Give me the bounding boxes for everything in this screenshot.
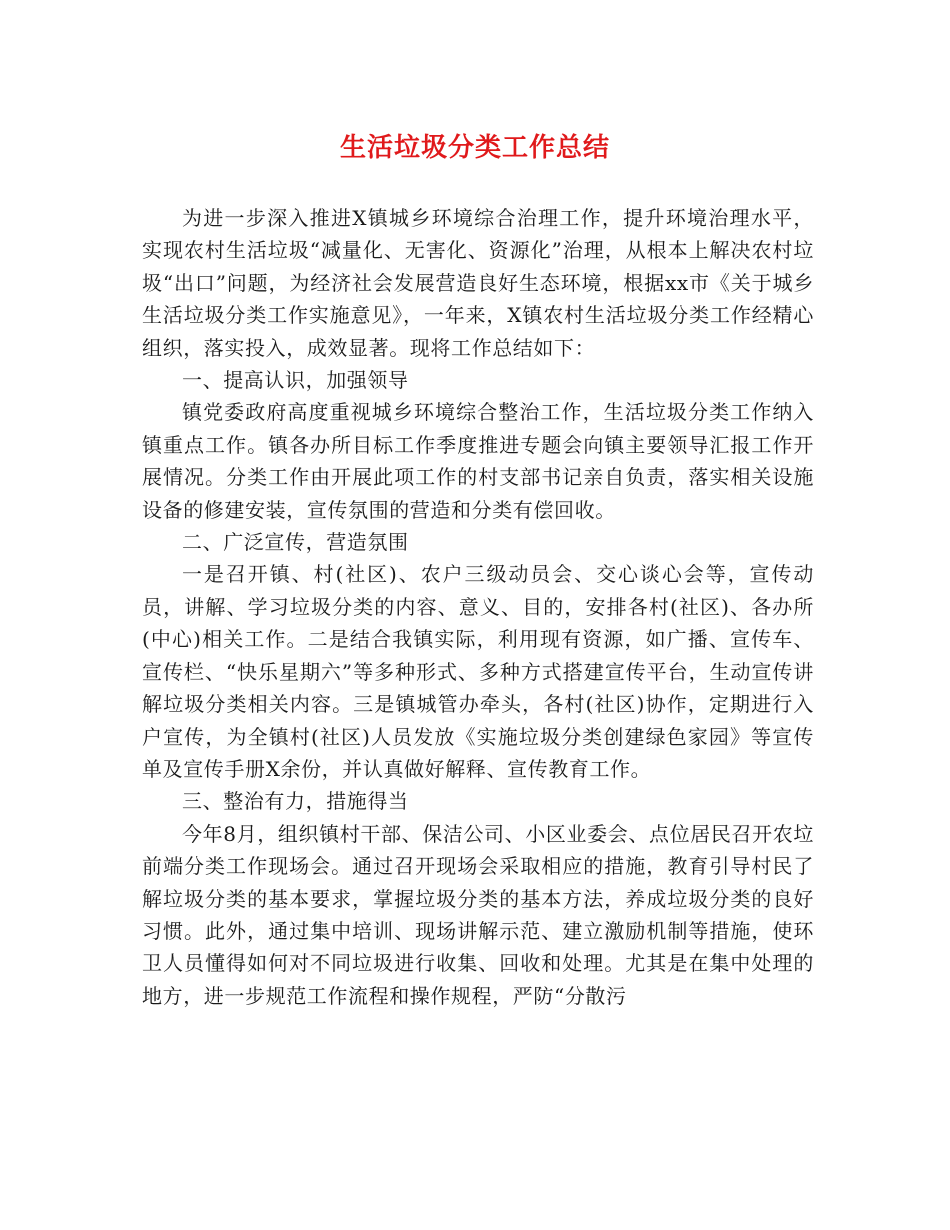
section-heading-2: 二、广泛宣传，营造氛围	[182, 530, 409, 555]
section-paragraph-1: 镇党委政府高度重视城乡环境综合整治工作，生活垃圾分类工作纳入镇重点工作。镇各办所目标工作季度推进专题会向镇主要领导汇报工作开展情况。分类工作由开展此项工作的村支部书记亲自负责，落实相关设施设备的修建安装，宣传氛围的营造和分类有偿回收。	[142, 400, 814, 522]
section-paragraph-2: 一是召开镇、村(社区)、农户三级动员会、交心谈心会等，宣传动员，讲解、学习垃圾分类的内容、意义、目的，安排各村(社区)、各办所(中心)相关工作。二是结合我镇实际，利用现有资源，如广播、宣传车、宣传栏、“快乐星期六”等多种形式、多种方式搭建宣传平台，生动宣传讲解垃圾分类相关内容。三是镇城管办牵头，各村(社区)协作，定期进行入户宣传，为全镇村(社区)人员发放《实施垃圾分类创建绿色家园》等宣传单及宣传手册X余份，并认真做好解释、宣传教育工作。	[142, 562, 814, 781]
section-paragraph-3: 今年8月，组织镇村干部、保洁公司、小区业委会、点位居民召开农垃前端分类工作现场会。通过召开现场会采取相应的措施，教育引导村民了解垃圾分类的基本要求，掌握垃圾分类的基本方法，养成垃圾分类的良好习惯。此外，通过集中培训、现场讲解示范、建立激励机制等措施，使环卫人员懂得如何对不同垃圾进行收集、回收和处理。尤其是在集中处理的地方，进一步规范工作流程和操作规程，严防“分散污	[142, 821, 814, 1008]
section-heading-3: 三、整治有力，措施得当	[182, 789, 409, 814]
intro-paragraph: 为进一步深入推进X镇城乡环境综合治理工作，提升环境治理水平，实现农村生活垃圾“减量化、无害化、资源化”治理，从根本上解决农村垃圾“出口”问题，为经济社会发展营造良好生态环境，根据xx市《关于城乡生活垃圾分类工作实施意见》，一年来，X镇农村生活垃圾分类工作经精心组织，落实投入，成效显著。现将工作总结如下：	[142, 206, 814, 360]
document-title: 生活垃圾分类工作总结	[339, 133, 610, 163]
section-heading-1: 一、提高认识，加强领导	[182, 368, 409, 393]
document-body	[142, 202, 814, 1012]
